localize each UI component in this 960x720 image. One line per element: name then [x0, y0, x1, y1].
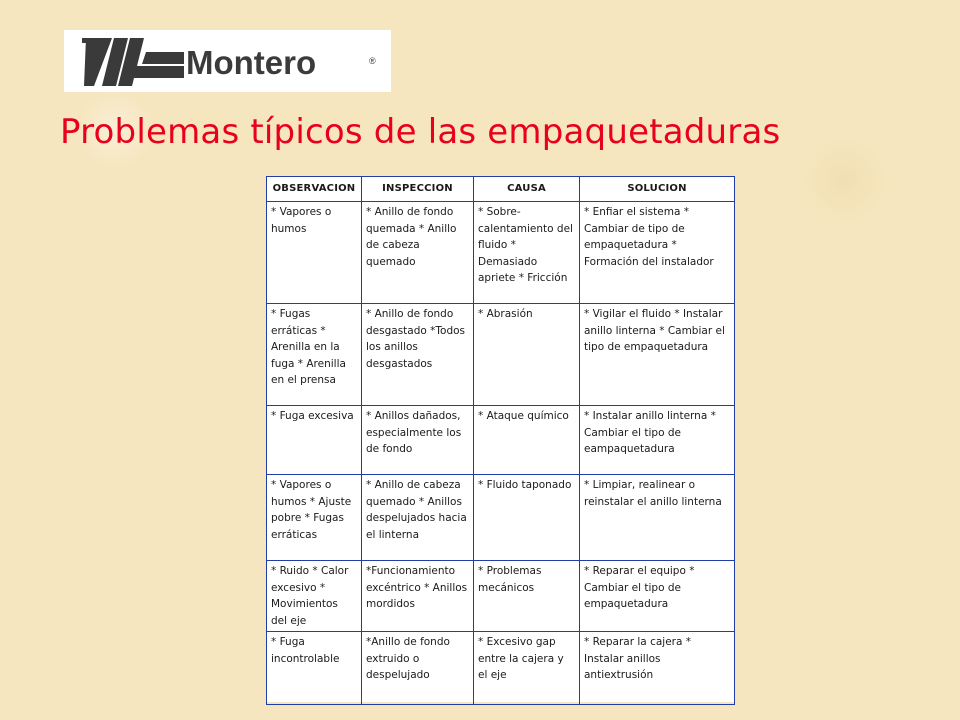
table-row: [267, 202, 735, 304]
problems-table: [266, 176, 735, 705]
header-solucion: SOLUCION: [580, 177, 735, 202]
cell-solucion: * Enfiar el sistema * Cambiar de tipo de empaquetadura * Formación del instalador: [580, 202, 735, 304]
header-causa: CAUSA: [474, 177, 580, 202]
cell-causa: * Fluido taponado: [474, 475, 580, 561]
cell-solucion: * Instalar anillo linterna * Cambiar el tipo de eampaquetadura: [580, 406, 735, 475]
cell-causa: * Problemas mecánicos: [474, 561, 580, 632]
header-inspeccion: INSPECCION: [362, 177, 474, 202]
cell-causa: * Ataque químico: [474, 406, 580, 475]
cell-inspeccion: *Anillo de fondo extruido o despelujado: [362, 632, 474, 705]
header-observacion: OBSERVACION: [267, 177, 362, 202]
logo-brand-text: Montero: [186, 44, 317, 81]
cell-observacion: * Fuga incontrolable: [267, 632, 362, 705]
cell-causa: * Excesivo gap entre la cajera y el eje: [474, 632, 580, 705]
table-header-row: [267, 177, 735, 202]
cell-observacion: * Vapores o humos: [267, 202, 362, 304]
cell-inspeccion: * Anillo de cabeza quemado * Anillos despelujados hacia el linterna: [362, 475, 474, 561]
table-row: [267, 304, 735, 406]
cell-observacion: * Fugas erráticas * Arenilla en la fuga * Arenilla en el prensa: [267, 304, 362, 406]
montero-logo: [64, 30, 391, 92]
problems-table-container: [266, 176, 734, 702]
logo-registered-mark: ®: [369, 56, 376, 66]
table-row: [267, 406, 735, 475]
montero-emblem-icon: [64, 30, 186, 92]
table-row: [267, 632, 735, 705]
cell-causa: * Abrasión: [474, 304, 580, 406]
cell-solucion: * Vigilar el fluido * Instalar anillo linterna * Cambiar el tipo de empaquetadura: [580, 304, 735, 406]
table-row: [267, 561, 735, 632]
page-title: Problemas típicos de las empaquetaduras: [60, 112, 781, 152]
cell-solucion: * Reparar la cajera * Instalar anillos antiextrusión: [580, 632, 735, 705]
cell-inspeccion: *Funcionamiento excéntrico * Anillos mordidos: [362, 561, 474, 632]
cell-observacion: * Vapores o humos * Ajuste pobre * Fugas erráticas: [267, 475, 362, 561]
cell-solucion: * Limpiar, realinear o reinstalar el anillo linterna: [580, 475, 735, 561]
cell-observacion: * Fuga excesiva: [267, 406, 362, 475]
cell-inspeccion: * Anillo de fondo quemada * Anillo de cabeza quemado: [362, 202, 474, 304]
cell-observacion: * Ruido * Calor excesivo * Movimientos del eje: [267, 561, 362, 632]
cell-causa: * Sobre-calentamiento del fluido * Demasiado apriete * Fricción: [474, 202, 580, 304]
cell-inspeccion: * Anillo de fondo desgastado *Todos los anillos desgastados: [362, 304, 474, 406]
cell-inspeccion: * Anillos dañados, especialmente los de fondo: [362, 406, 474, 475]
table-row: [267, 475, 735, 561]
cell-solucion: * Reparar el equipo * Cambiar el tipo de empaquetadura: [580, 561, 735, 632]
